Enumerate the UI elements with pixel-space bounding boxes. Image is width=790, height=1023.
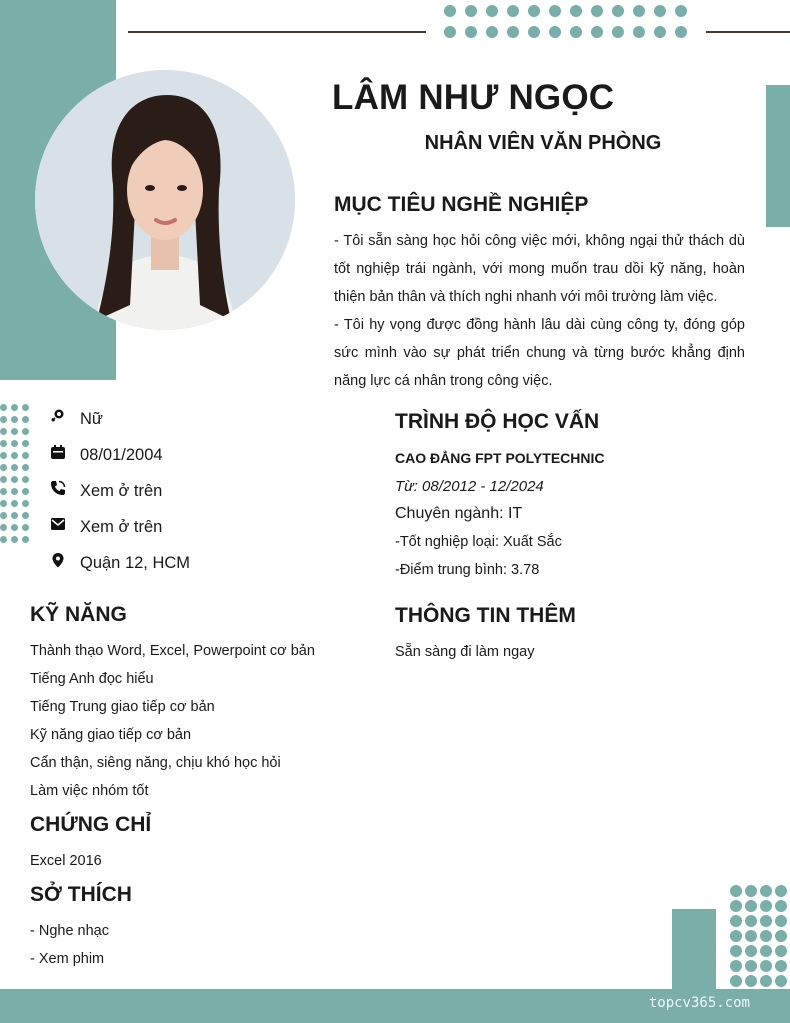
decorative-dot xyxy=(775,900,787,912)
decorative-dot xyxy=(745,900,757,912)
phone-icon xyxy=(50,480,66,496)
decorative-dot xyxy=(730,975,742,987)
objective-paragraph-2: - Tôi hy vọng được đồng hành lâu dài cùng công ty, đóng góp sức mình vào sự phát triển chung và từng bước khẳng định năng lực cá nhân trong công việc. xyxy=(334,317,745,389)
right-accent-bar xyxy=(766,85,790,227)
avatar xyxy=(35,70,295,330)
certificates-heading: CHỨNG CHỈ xyxy=(30,813,152,836)
decorative-dot xyxy=(486,26,498,38)
decorative-dot xyxy=(745,975,757,987)
decorative-dot xyxy=(745,960,757,972)
decorative-dot xyxy=(775,915,787,927)
decorative-dot xyxy=(654,5,666,17)
decorative-dot xyxy=(591,26,603,38)
decorative-dot xyxy=(760,885,772,897)
decorative-dot xyxy=(0,524,7,531)
candidate-name: LÂM NHƯ NGỌC xyxy=(332,78,615,117)
email-icon xyxy=(50,516,66,532)
decorative-dot xyxy=(0,488,7,495)
decorative-dot xyxy=(0,464,7,471)
calendar-icon xyxy=(50,444,66,460)
decorative-dot xyxy=(11,536,18,543)
skill-item: Làm việc nhóm tốt xyxy=(30,783,149,799)
decorative-dot xyxy=(0,500,7,507)
decorative-dot xyxy=(11,524,18,531)
decorative-dot xyxy=(22,428,29,435)
decorative-dot xyxy=(486,5,498,17)
decorative-dot xyxy=(465,5,477,17)
decorative-dot xyxy=(0,452,7,459)
skill-item: Tiếng Anh đọc hiểu xyxy=(30,671,154,687)
decorative-dot xyxy=(570,26,582,38)
decorative-dot xyxy=(507,26,519,38)
gender-icon xyxy=(50,408,66,424)
bottom-accent-block xyxy=(672,909,716,999)
decorative-dot xyxy=(22,440,29,447)
decorative-dot xyxy=(760,930,772,942)
top-rule-right xyxy=(706,31,790,33)
decorative-dot xyxy=(0,428,7,435)
decorative-dot xyxy=(11,452,18,459)
decorative-dot xyxy=(444,5,456,17)
decorative-dot xyxy=(730,930,742,942)
decorative-dot xyxy=(745,915,757,927)
decorative-dot xyxy=(528,5,540,17)
certificate-item: Excel 2016 xyxy=(30,853,102,869)
skills-heading: KỸ NĂNG xyxy=(30,603,127,626)
decorative-dot xyxy=(612,5,624,17)
decorative-dot xyxy=(0,476,7,483)
decorative-dot xyxy=(745,885,757,897)
decorative-dot xyxy=(745,930,757,942)
decorative-dot xyxy=(11,416,18,423)
decorative-dot xyxy=(612,26,624,38)
portrait-photo xyxy=(35,70,295,330)
decorative-dot xyxy=(11,488,18,495)
decorative-dot xyxy=(0,536,7,543)
phone-value: Xem ở trên xyxy=(80,482,163,500)
decorative-dot xyxy=(675,5,687,17)
decorative-dot xyxy=(11,512,18,519)
decorative-dot xyxy=(11,440,18,447)
location-icon xyxy=(50,552,66,568)
decorative-dot xyxy=(11,428,18,435)
decorative-dot xyxy=(633,26,645,38)
decorative-dot xyxy=(22,512,29,519)
decorative-dot xyxy=(775,885,787,897)
decorative-dot xyxy=(775,960,787,972)
top-rule-left xyxy=(128,31,426,33)
skill-item: Kỹ năng giao tiếp cơ bản xyxy=(30,727,192,743)
decorative-dot xyxy=(22,500,29,507)
decorative-dot xyxy=(775,930,787,942)
decorative-dot xyxy=(633,5,645,17)
birthdate-value: 08/01/2004 xyxy=(80,446,163,464)
objective-heading: MỤC TIÊU NGHỀ NGHIỆP xyxy=(334,193,589,216)
decorative-dot xyxy=(760,900,772,912)
school-name: CAO ĐẲNG FPT POLYTECHNIC xyxy=(395,450,605,466)
education-heading: TRÌNH ĐỘ HỌC VẤN xyxy=(395,410,600,433)
decorative-dot xyxy=(0,512,7,519)
decorative-dot xyxy=(22,416,29,423)
decorative-dot xyxy=(22,404,29,411)
decorative-dot xyxy=(444,26,456,38)
decorative-dot xyxy=(760,975,772,987)
decorative-dot xyxy=(775,975,787,987)
hobbies-heading: SỞ THÍCH xyxy=(30,883,132,906)
decorative-dot xyxy=(549,5,561,17)
skill-item: Tiếng Trung giao tiếp cơ bản xyxy=(30,699,215,715)
decorative-dot xyxy=(22,452,29,459)
address-value: Quận 12, HCM xyxy=(80,554,191,572)
decorative-dot xyxy=(730,915,742,927)
decorative-dot xyxy=(507,5,519,17)
decorative-dot xyxy=(11,500,18,507)
decorative-dot xyxy=(0,404,7,411)
education-period: Từ: 08/2012 - 12/2024 xyxy=(395,478,544,495)
decorative-dot xyxy=(775,945,787,957)
gender-value: Nữ xyxy=(80,410,103,428)
decorative-dot xyxy=(11,476,18,483)
decorative-dot xyxy=(22,536,29,543)
decorative-dot xyxy=(528,26,540,38)
decorative-dot xyxy=(22,464,29,471)
additional-info-heading: THÔNG TIN THÊM xyxy=(395,604,576,627)
additional-info-text: Sẵn sàng đi làm ngay xyxy=(395,644,535,660)
hobby-item: - Xem phim xyxy=(30,951,105,967)
decorative-dot xyxy=(465,26,477,38)
decorative-dot xyxy=(22,476,29,483)
decorative-dot xyxy=(760,960,772,972)
hobby-item: - Nghe nhạc xyxy=(30,923,109,939)
decorative-dot xyxy=(730,900,742,912)
decorative-dot xyxy=(22,524,29,531)
decorative-dot xyxy=(760,915,772,927)
skill-item: Thành thạo Word, Excel, Powerpoint cơ bản xyxy=(30,643,315,659)
job-title: NHÂN VIÊN VĂN PHÒNG xyxy=(424,132,662,154)
decorative-dot xyxy=(549,26,561,38)
decorative-dot xyxy=(22,488,29,495)
education-detail-2: -Điểm trung bình: 3.78 xyxy=(395,562,540,578)
education-detail-1: -Tốt nghiệp loại: Xuất Sắc xyxy=(395,534,562,550)
objective-paragraph-1: - Tôi sẵn sàng học hỏi công việc mới, không ngại thử thách dù tốt nghiệp trái ngành, với mong muốn trau dồi kỹ năng, hoàn thiện bản thân và thích nghi nhanh với môi trường làm việc. xyxy=(334,233,745,305)
decorative-dot xyxy=(654,26,666,38)
email-value: Xem ở trên xyxy=(80,518,163,536)
decorative-dot xyxy=(0,416,7,423)
decorative-dot xyxy=(0,440,7,447)
decorative-dot xyxy=(675,26,687,38)
decorative-dot xyxy=(730,885,742,897)
decorative-dot xyxy=(745,945,757,957)
decorative-dot xyxy=(591,5,603,17)
decorative-dot xyxy=(730,960,742,972)
decorative-dot xyxy=(570,5,582,17)
decorative-dot xyxy=(760,945,772,957)
watermark: topcv365.com xyxy=(648,995,750,1011)
education-major: Chuyên ngành: IT xyxy=(395,505,523,522)
decorative-dot xyxy=(11,404,18,411)
decorative-dot xyxy=(11,464,18,471)
decorative-dot xyxy=(730,945,742,957)
skill-item: Cẩn thận, siêng năng, chịu khó học hỏi xyxy=(30,755,281,771)
